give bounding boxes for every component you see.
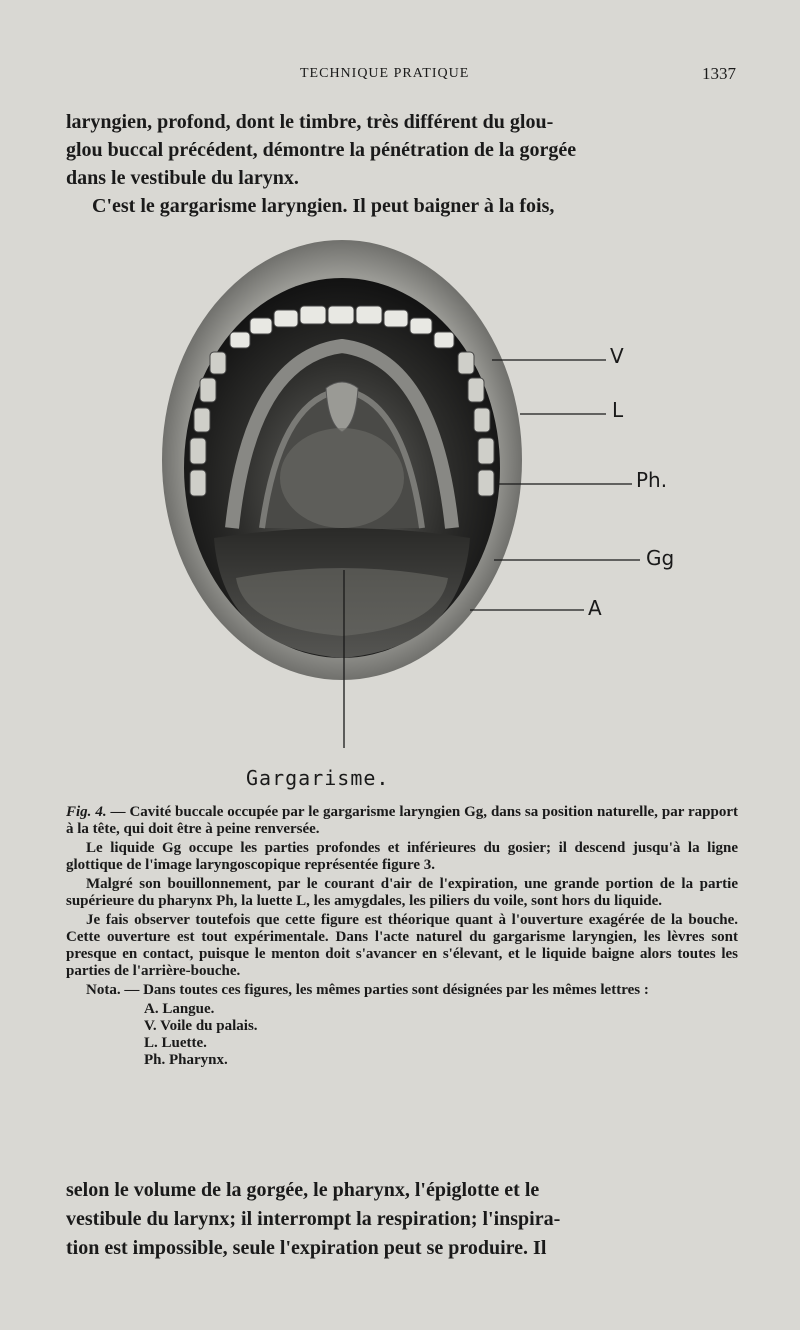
text-line: tion est impossible, seule l'expiration peut se produire. Il [66, 1237, 547, 1259]
fig-reference: Fig. 4. [66, 804, 107, 820]
caption-para-2: Malgré son bouillonnement, par le courant d'air de l'expiration, une grande portion de la partie supérieure du pharynx Ph, la luette L, les amygdales, les piliers du voile, sont hors du liquide. [66, 876, 738, 909]
text-line: vestibule du larynx; il interrompt la respiration; l'inspira- [66, 1208, 561, 1230]
letter-legend [66, 1001, 738, 1069]
caption-para-1: Le liquide Gg occupe les parties profondes et inférieures du gosier; il descend jusqu'à la ligne glottique de l'image laryngoscopique représentée figure 3. [66, 840, 738, 873]
body-text-top [66, 108, 738, 220]
text-line: laryngien, profond, dont le timbre, très différent du glou- [66, 111, 554, 133]
nota-text: — Dans toutes ces figures, les mêmes parties sont désignées par les mêmes lettres : [124, 982, 649, 998]
text-line: selon le volume de la gorgée, le pharynx, l'épiglotte et le [66, 1179, 540, 1201]
caption-nota [66, 982, 738, 999]
figure-title: Gargarisme. [246, 766, 390, 790]
text-line: glou buccal précédent, démontre la pénétration de la gorgée [66, 139, 577, 161]
text-line: dans le vestibule du larynx. [66, 167, 299, 189]
fig-description: — Cavité buccale occupée par le gargarisme laryngien Gg, dans sa position naturelle, par rapport à la tête, qui doit être à peine renversée. [66, 804, 738, 837]
legend-item: V. Voile du palais. [144, 1018, 258, 1034]
legend-item: A. Langue. [144, 1001, 215, 1017]
figure-caption [66, 804, 738, 1069]
mouth-illustration [0, 228, 800, 808]
text-line: C'est le gargarisme laryngien. Il peut baigner à la fois, [92, 195, 555, 217]
nota-label: Nota. [86, 982, 121, 998]
legend-item: Ph. Pharynx. [144, 1052, 228, 1068]
body-text-bottom [66, 1176, 738, 1263]
pharynx-shape [280, 428, 404, 528]
label-l: L [612, 398, 624, 422]
running-head [0, 66, 800, 86]
caption-main [66, 804, 738, 838]
label-gg: Gg [646, 546, 675, 570]
label-a: A [588, 596, 602, 620]
label-ph: Ph. [636, 468, 668, 492]
legend-item: L. Luette. [144, 1035, 207, 1051]
running-title: TECHNIQUE PRATIQUE [300, 66, 470, 81]
label-v: V [610, 344, 624, 368]
mouth-drawing [0, 228, 800, 808]
caption-para-3: Je fais observer toutefois que cette figure est théorique quant à l'ouverture exagérée de la bouche. Cette ouverture est tout expérimentale. Dans l'acte naturel du gargarisme laryngien, les lèvres sont presque en contact, puisque le menton doit s'avancer en s'élevant, et le liquide baigne alors toutes les parties de l'arrière-bouche. [66, 912, 738, 979]
page-number: 1337 [702, 64, 736, 83]
